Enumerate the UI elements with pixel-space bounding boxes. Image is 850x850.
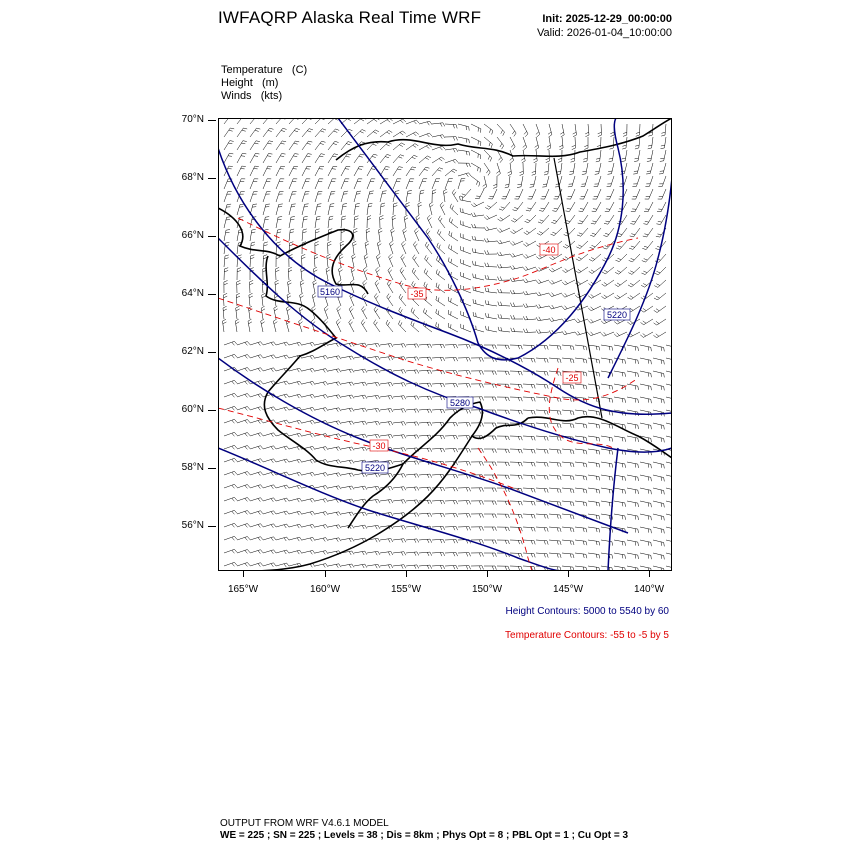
- footer-params-line: WE = 225 ; SN = 225 ; Levels = 38 ; Dis = 8km ; Phys Opt = 8 ; PBL Opt = 1 ; Cu Opt = 3: [220, 830, 629, 841]
- temp-label-box: [540, 244, 558, 255]
- temp-label-box: [370, 440, 388, 451]
- lat-tick: [208, 294, 216, 295]
- field-temperature: Temperature (C): [221, 64, 308, 76]
- temperature-legend: Temperature Contours: -55 to -5 by 5: [505, 630, 669, 641]
- lat-label-66: 66°N: [181, 230, 204, 241]
- height-label-box: [318, 286, 342, 297]
- height-label-box: [447, 397, 473, 408]
- lat-label-56: 56°N: [181, 520, 204, 531]
- temp-label-box: [563, 372, 581, 383]
- temp-label: -30: [372, 441, 386, 451]
- lon-tick: [325, 571, 326, 577]
- lon-tick: [649, 571, 650, 577]
- height-label-box: [604, 309, 630, 320]
- temp-label: -25: [565, 373, 579, 383]
- lon-label-145: 145°W: [552, 584, 584, 595]
- height-label: 5160: [319, 287, 341, 297]
- height-label: 5220: [364, 463, 386, 473]
- lon-label-160: 160°W: [309, 584, 341, 595]
- lon-tick: [406, 571, 407, 577]
- lon-tick: [487, 571, 488, 577]
- lat-tick: [208, 410, 216, 411]
- map-background: [218, 118, 672, 571]
- footer-model-line: OUTPUT FROM WRF V4.6.1 MODEL: [220, 818, 389, 829]
- temp-label-box: [408, 288, 426, 299]
- field-winds: Winds (kts): [221, 90, 283, 102]
- lat-tick: [208, 120, 216, 121]
- temp-label: -35: [410, 289, 424, 299]
- model-footer: [220, 818, 628, 842]
- lat-label-60: 60°N: [181, 404, 204, 415]
- lat-label-68: 68°N: [181, 172, 204, 183]
- lat-tick: [208, 352, 216, 353]
- map-panel: [218, 118, 672, 571]
- lat-label-70: 70°N: [181, 114, 204, 125]
- height-label: 5280: [449, 398, 471, 408]
- init-time: Init: 2025-12-29_00:00:00: [542, 13, 672, 25]
- lon-label-165: 165°W: [227, 584, 259, 595]
- field-height: Height (m): [221, 77, 279, 89]
- lon-tick: [568, 571, 569, 577]
- temp-label: -40: [542, 245, 556, 255]
- lat-label-62: 62°N: [181, 346, 204, 357]
- lat-tick: [208, 468, 216, 469]
- height-label: 5220: [606, 310, 628, 320]
- plot-title: IWFAQRP Alaska Real Time WRF: [218, 8, 482, 27]
- field-list: [221, 64, 307, 103]
- lat-tick: [208, 236, 216, 237]
- height-label-box: [362, 462, 388, 473]
- map-canvas: [218, 118, 672, 571]
- lon-label-155: 155°W: [390, 584, 422, 595]
- lon-label-140: 140°W: [633, 584, 665, 595]
- lon-label-150: 150°W: [471, 584, 503, 595]
- lat-label-64: 64°N: [181, 288, 204, 299]
- lat-label-58: 58°N: [181, 462, 204, 473]
- lat-tick: [208, 526, 216, 527]
- height-legend: Height Contours: 5000 to 5540 by 60: [505, 606, 669, 617]
- lat-tick: [208, 178, 216, 179]
- valid-time: Valid: 2026-01-04_10:00:00: [537, 27, 672, 39]
- lon-tick: [243, 571, 244, 577]
